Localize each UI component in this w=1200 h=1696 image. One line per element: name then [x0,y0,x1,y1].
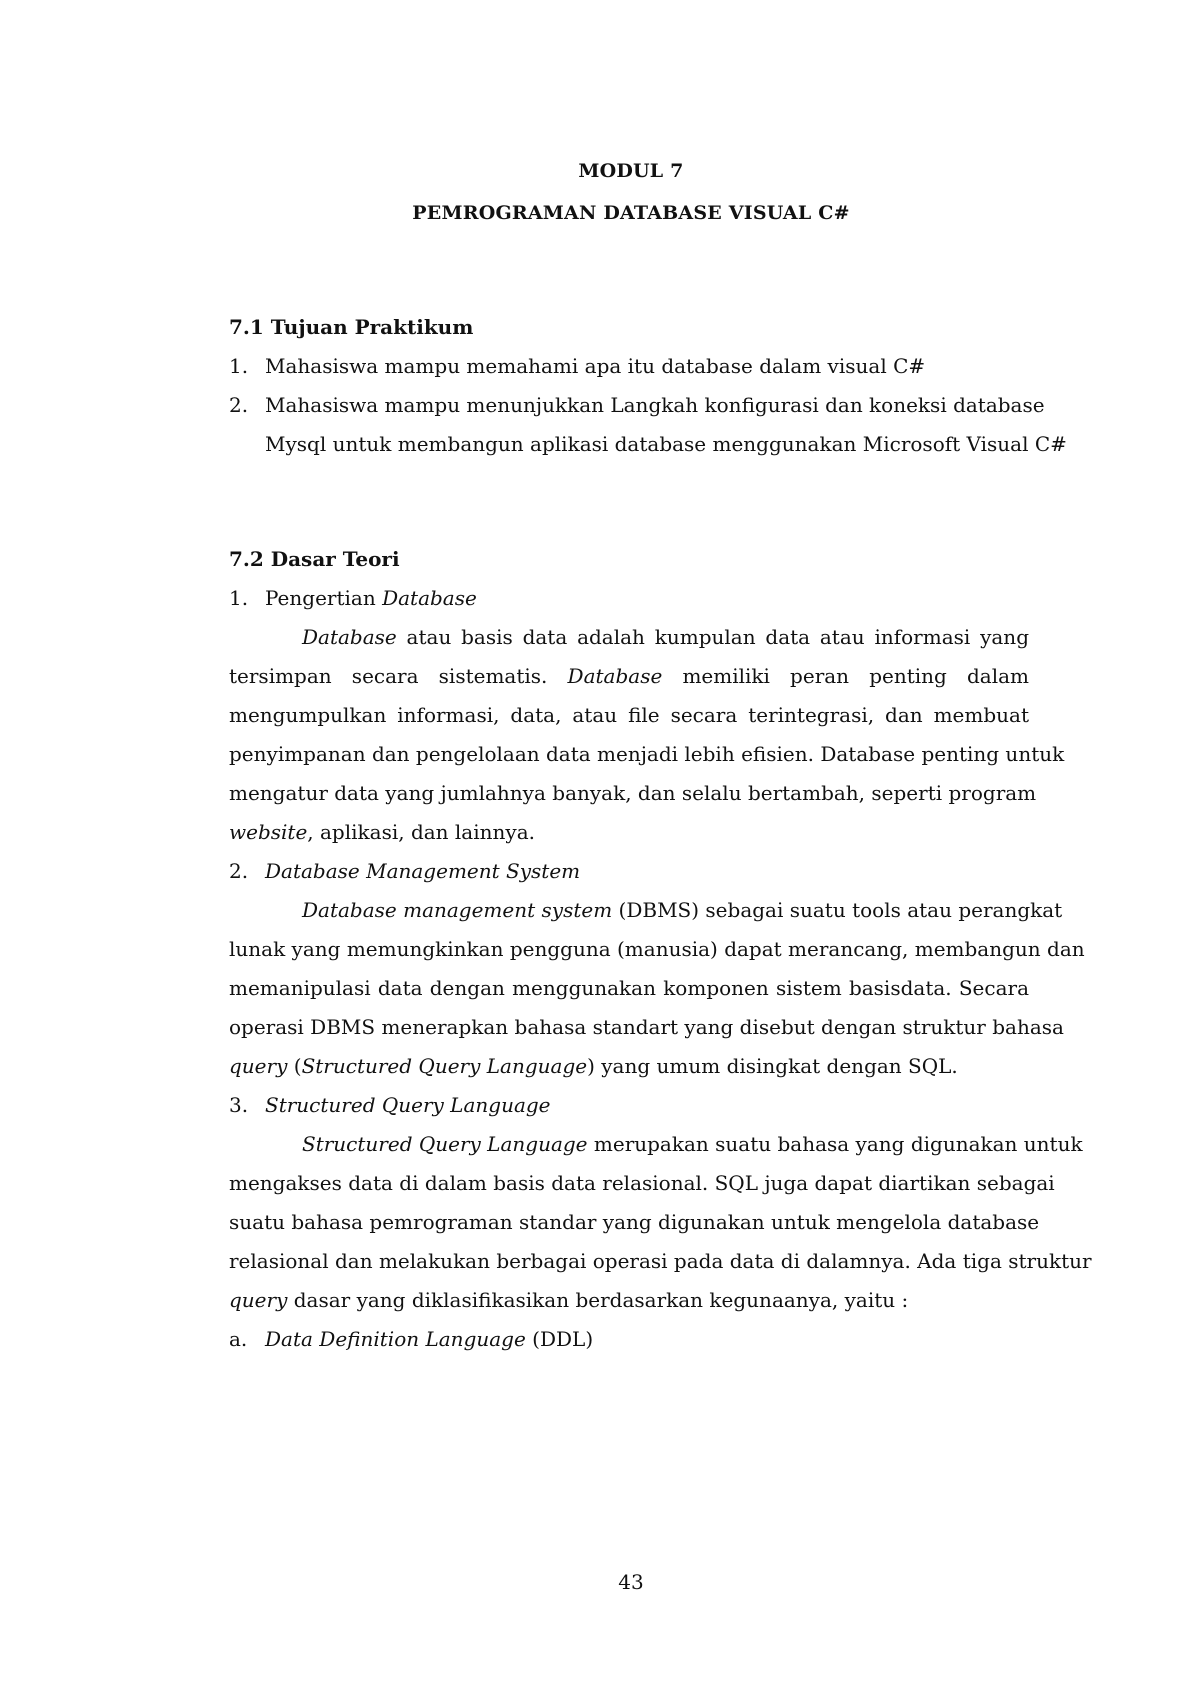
list-item [229,351,1029,381]
section-heading-7-2: 7.2 Dasar Teori [229,547,400,571]
list-text: Database Management System [265,859,581,883]
paragraph-line: tersimpan secara sistematis. Database memiliki peran penting dalam [229,664,1029,688]
paragraph-line: mengumpulkan informasi, data, atau file secara terintegrasi, dan membuat [229,703,1029,727]
list-text: Structured Query Language [265,1093,551,1117]
paragraph-line: website, aplikasi, dan lainnya. [229,820,535,844]
list-number: 3. [229,1093,249,1117]
list-letter: a. [229,1327,248,1351]
paragraph-line: mengakses data di dalam basis data relasional. SQL juga dapat diartikan sebagai [229,1171,1055,1195]
paragraph-line: query dasar yang diklasifikasikan berdasarkan kegunaanya, yaitu : [229,1288,909,1312]
list-number: 1. [229,354,249,378]
subsection-title [229,856,1029,886]
page-number: 43 [618,1570,644,1594]
list-text: Pengertian Database [265,586,477,610]
list-item-continuation [229,429,1067,459]
list-item [229,390,1045,420]
module-number: MODUL 7 [578,160,684,182]
subsection-title [229,1324,1029,1354]
list-text: Mahasiswa mampu menunjukkan Langkah konfigurasi dan koneksi database [265,393,1045,417]
list-number: 2. [229,859,249,883]
section-heading-7-1: 7.1 Tujuan Praktikum [229,315,474,339]
paragraph-line: operasi DBMS menerapkan bahasa standart yang disebut dengan struktur bahasa [229,1015,1064,1039]
paragraph-line: relasional dan melakukan berbagai operasi pada data di dalamnya. Ada tiga struktur [229,1249,1092,1273]
paragraph-line: Structured Query Language merupakan suatu bahasa yang digunakan untuk [302,1132,1083,1156]
module-title: PEMROGRAMAN DATABASE VISUAL C# [412,202,850,224]
paragraph-line: penyimpanan dan pengelolaan data menjadi lebih efisien. Database penting untuk [229,742,1065,766]
paragraph-line: Database management system (DBMS) sebagai suatu tools atau perangkat [302,898,1063,922]
list-text: Mysql untuk membangun aplikasi database menggunakan Microsoft Visual C# [265,432,1067,456]
paragraph-line: mengatur data yang jumlahnya banyak, dan selalu bertambah, seperti program [229,781,1037,805]
list-number: 2. [229,393,249,417]
subsection-title [229,583,1029,613]
list-text: Mahasiswa mampu memahami apa itu database dalam visual C# [265,354,926,378]
paragraph-line: Database atau basis data adalah kumpulan data atau informasi yang [302,625,1029,649]
paragraph-line: suatu bahasa pemrograman standar yang digunakan untuk mengelola database [229,1210,1040,1234]
paragraph-line: memanipulasi data dengan menggunakan komponen sistem basisdata. Secara [229,976,1029,1000]
list-number: 1. [229,586,249,610]
paragraph-line: lunak yang memungkinkan pengguna (manusia) dapat merancang, membangun dan [229,937,1085,961]
paragraph-line: query (Structured Query Language) yang umum disingkat dengan SQL. [229,1054,958,1078]
list-text: Data Definition Language (DDL) [265,1327,594,1351]
subsection-title [229,1090,1029,1120]
